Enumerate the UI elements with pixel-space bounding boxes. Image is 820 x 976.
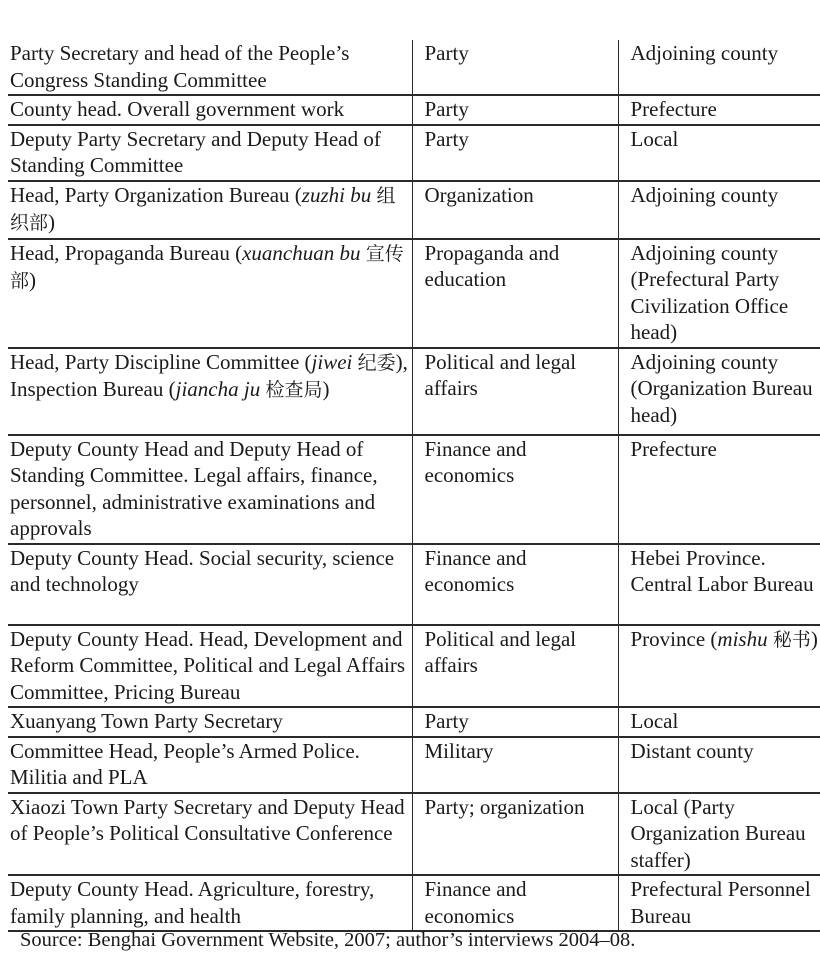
- role-cell: Deputy County Head and Deputy Head of Standing Committee. Legal affairs, finance, personnel, administrative examinations and approvals: [8, 435, 412, 544]
- portfolio-cell: Finance and economics: [412, 875, 618, 931]
- role-cell: Xuanyang Town Party Secretary: [8, 707, 412, 737]
- portfolio-cell: Propaganda and education: [412, 239, 618, 348]
- table-row: [8, 40, 820, 95]
- portfolio-cell: Organization: [412, 181, 618, 239]
- table-row: [8, 737, 820, 793]
- origin-cell: Adjoining county: [618, 181, 820, 239]
- origin-cell: Adjoining county (Prefectural Party Civilization Office head): [618, 239, 820, 348]
- role-cell: Party Secretary and head of the People’s Congress Standing Committee: [8, 40, 412, 95]
- document-page: [0, 40, 820, 932]
- portfolio-cell: Finance and economics: [412, 544, 618, 625]
- role-cell: Head, Propaganda Bureau (xuanchuan bu 宣传部): [8, 239, 412, 348]
- table-row: [8, 125, 820, 181]
- portfolio-cell: Party: [412, 40, 618, 95]
- role-cell: Committee Head, People’s Armed Police. Militia and PLA: [8, 737, 412, 793]
- role-cell: Deputy Party Secretary and Deputy Head of Standing Committee: [8, 125, 412, 181]
- table-row: [8, 875, 820, 931]
- origin-cell: Hebei Province. Central Labor Bureau: [618, 544, 820, 625]
- portfolio-cell: Party: [412, 95, 618, 125]
- origin-cell: Province (mishu 秘书): [618, 625, 820, 708]
- source-note: Source: Benghai Government Website, 2007; author’s interviews 2004–08.: [20, 929, 636, 951]
- origin-cell: Adjoining county: [618, 40, 820, 95]
- table-row: [8, 544, 820, 625]
- portfolio-cell: Party; organization: [412, 793, 618, 876]
- origin-cell: Local: [618, 125, 820, 181]
- table-row: [8, 625, 820, 708]
- role-cell: Head, Party Organization Bureau (zuzhi bu 组织部): [8, 181, 412, 239]
- portfolio-cell: Political and legal affairs: [412, 625, 618, 708]
- origin-cell: Prefecture: [618, 95, 820, 125]
- portfolio-cell: Party: [412, 707, 618, 737]
- origin-cell: Local (Party Organization Bureau staffer): [618, 793, 820, 876]
- table-row: [8, 435, 820, 544]
- officials-table: [8, 40, 820, 932]
- table-row: [8, 793, 820, 876]
- origin-cell: Prefecture: [618, 435, 820, 544]
- table-row: [8, 707, 820, 737]
- portfolio-cell: Finance and economics: [412, 435, 618, 544]
- role-cell: Deputy County Head. Social security, science and technology: [8, 544, 412, 625]
- role-cell: County head. Overall government work: [8, 95, 412, 125]
- portfolio-cell: Party: [412, 125, 618, 181]
- table-row: [8, 181, 820, 239]
- table-row: [8, 239, 820, 348]
- table-row: [8, 348, 820, 435]
- portfolio-cell: Military: [412, 737, 618, 793]
- role-cell: Deputy County Head. Head, Development and Reform Committee, Political and Legal Affairs Committee, Pricing Bureau: [8, 625, 412, 708]
- table-row: [8, 95, 820, 125]
- role-cell: Head, Party Discipline Committee (jiwei 纪委), Inspection Bureau (jiancha ju 检查局): [8, 348, 412, 435]
- role-cell: Xiaozi Town Party Secretary and Deputy Head of People’s Political Consultative Conference: [8, 793, 412, 876]
- role-cell: Deputy County Head. Agriculture, forestry, family planning, and health: [8, 875, 412, 931]
- origin-cell: Adjoining county (Organization Bureau head): [618, 348, 820, 435]
- origin-cell: Distant county: [618, 737, 820, 793]
- origin-cell: Prefectural Personnel Bureau: [618, 875, 820, 931]
- portfolio-cell: Political and legal affairs: [412, 348, 618, 435]
- origin-cell: Local: [618, 707, 820, 737]
